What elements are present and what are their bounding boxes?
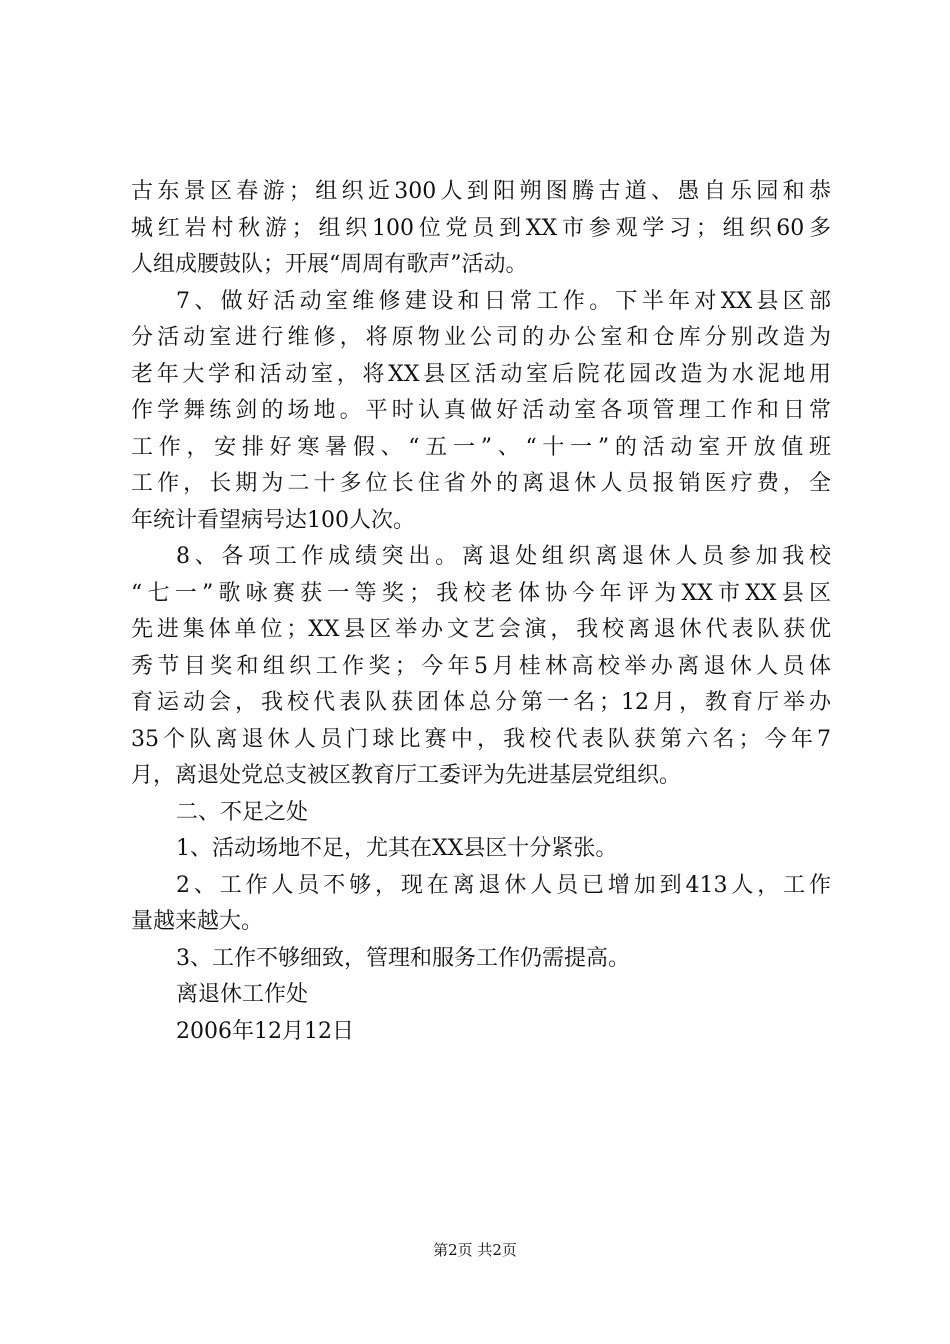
document-body <box>131 174 831 1050</box>
text-line: 35个队离退休人员门球比赛中，我校代表队获第六名；今年7 <box>131 726 831 752</box>
text-line: 城红岩村秋游；组织100位党员到XX市参观学习；组织60多 <box>131 215 831 241</box>
text-line: “七一”歌咏赛获一等奖；我校老体协今年评为XX市XX县区 <box>131 580 831 606</box>
text-line: 1、活动场地不足，尤其在XX县区十分紧张。 <box>176 836 618 861</box>
text-line: 二、不足之处 <box>176 799 309 825</box>
text-line: 8、各项工作成绩突出。离退处组织离退休人员参加我校 <box>176 544 831 569</box>
text-line: 工作，长期为二十多位长住省外的离退休人员报销医疗费，全 <box>131 471 831 496</box>
page-footer: 第2页 共2页 <box>433 1241 517 1259</box>
text-line: 年统计看望病号达100人次。 <box>131 507 415 533</box>
text-line: 7、做好活动室维修建设和日常工作。下半年对XX县区部 <box>176 288 831 314</box>
text-line: 人组成腰鼓队；开展“周周有歌声”活动。 <box>131 252 528 277</box>
text-line: 2、工作人员不够，现在离退休人员已增加到413人，工作 <box>176 872 831 898</box>
text-line: 离退休工作处 <box>176 982 309 1007</box>
text-line: 秀节目奖和组织工作奖；今年5月桂林高校举办离退休人员体 <box>131 653 831 679</box>
text-line: 先进集体单位；XX县区举办文艺会演，我校离退休代表队获优 <box>131 617 831 642</box>
text-line: 作学舞练剑的场地。平时认真做好活动室各项管理工作和日常 <box>131 398 831 423</box>
text-line: 分活动室进行维修，将原物业公司的办公室和仓库分别改造为 <box>131 325 831 350</box>
text-line: 育运动会，我校代表队获团体总分第一名；12月，教育厅举办 <box>131 690 831 715</box>
text-line: 量越来越大。 <box>131 909 264 934</box>
text-line: 工作，安排好寒暑假、“五一”、“十一”的活动室开放值班 <box>131 434 831 460</box>
text-line: 老年大学和活动室，将XX县区活动室后院花园改造为水泥地用 <box>131 361 831 387</box>
text-line: 月，离退处党总支被区教育厅工委评为先进基层党组织。 <box>131 763 682 788</box>
text-line: 古东景区春游；组织近300人到阳朔图腾古道、愚自乐园和恭 <box>131 179 831 204</box>
text-line: 2006年12月12日 <box>176 1018 354 1044</box>
text-line: 3、工作不够细致，管理和服务工作仍需提高。 <box>176 945 630 971</box>
